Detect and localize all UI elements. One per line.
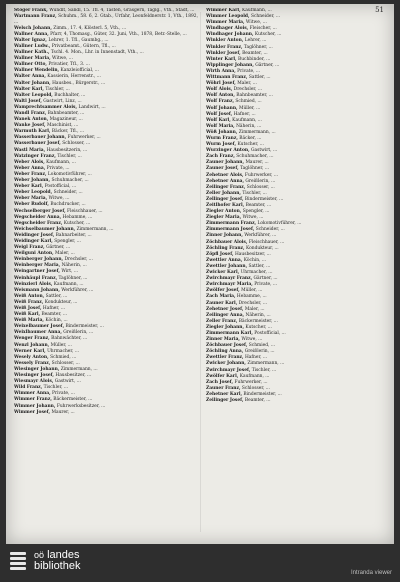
entry-name: Wipplinger Johann,: [206, 62, 254, 68]
entry-details: Schuhmacher, ...: [51, 178, 89, 184]
entry-details: Witwe, ...: [242, 215, 264, 221]
entry-details: Hebamme, ...: [62, 214, 93, 220]
entry-name: Zöchling Anna,: [206, 349, 244, 355]
entry-details: Kutscher, ...: [237, 142, 264, 148]
entry-name: Weber Anna,: [14, 165, 46, 171]
entry-details: Kassierin, Herrenstr., ...: [47, 74, 101, 80]
entry-details: Kaufmann, ...: [46, 159, 76, 165]
entry-details: Hausbes., Bürgerstr., ...: [52, 80, 106, 86]
entry-name: Wamprechtsammer Alois,: [14, 104, 78, 110]
entry-name: Wittmann Franz,: [206, 75, 248, 81]
entry-name: Wimmer Maria,: [206, 20, 245, 26]
entry-details: Sattler, ...: [248, 75, 271, 81]
entry-name: Wiesmayr Alois,: [14, 379, 54, 385]
entry-details: Fleischhauer, ...: [248, 239, 285, 245]
entry-details: Fuhrwerker, ...: [67, 135, 101, 141]
entry-details: Maurer, ...: [245, 160, 269, 166]
entry-name: Zellinger Josef,: [206, 196, 244, 202]
entry-details: Beamter, ...: [242, 50, 268, 56]
entry-name: Zeller Johann,: [206, 190, 241, 196]
entry-details: Bindermeister, ...: [65, 324, 104, 330]
entry-name: Wirth Anna,: [206, 68, 236, 74]
entry-name: Welsch Johann,: [14, 25, 52, 31]
entry-details: Wundlt, Sandl, 15. Tfl. 4, Tasten, Grasgern, Taglg., Vth., Stadt, ...: [49, 8, 195, 13]
entry-name: Weidinger Josef,: [14, 232, 55, 238]
entry-name: Wallner Kath.,: [14, 50, 50, 56]
entry-details: Fleischer, ...: [249, 26, 277, 32]
entry-name: Weixlbaumer Anna,: [14, 330, 62, 336]
entry-details: Werkführer, ...: [61, 287, 94, 293]
entry-details: Lehrer, 1. Tfl., Gaumbg., ...: [48, 37, 109, 43]
entry-details: Müller, ...: [238, 105, 261, 111]
entry-details: Schlosser, ...: [246, 184, 275, 190]
entry-details: Zimmermann, ...: [76, 226, 114, 232]
entry-name: Wimmer Josef,: [14, 409, 51, 415]
entry-name: Zimmermann Karl,: [206, 330, 253, 336]
entry-details: Spengler, ...: [242, 209, 270, 215]
entry-details: Lokomotivführer, ...: [257, 221, 302, 227]
entry-details: Fleischhauer, ...: [67, 208, 103, 214]
entry-name: Weber Alois,: [14, 159, 45, 165]
entry-name: Weixelbaumer Josef,: [14, 324, 65, 330]
entry-name: Ziegler Anton,: [206, 209, 242, 215]
entry-details: Bindermeister, ...: [243, 391, 282, 397]
entry-name: Wimmer Franz,: [14, 397, 52, 403]
entry-name: Wöß Johann,: [206, 129, 238, 135]
entry-details: Lokomotivführer, ...: [47, 171, 92, 177]
entry-details: Wirt, ...: [61, 269, 78, 275]
entry-name: Zeitlhofer Karl,: [206, 203, 245, 208]
entry-details: Schuhmacher, ...: [236, 154, 274, 160]
scanned-page[interactable]: [6, 4, 394, 544]
logo-prefix: oö: [34, 550, 45, 560]
entry-details: Hebamme, ...: [236, 294, 267, 300]
entry-name: Zauner Josef,: [206, 166, 239, 172]
entry-details: Witwe, ...: [52, 56, 73, 62]
entry-details: Hafner, ...: [233, 111, 256, 117]
entry-details: Bindermeister, ...: [244, 196, 284, 202]
entry-name: Zwicker Johann,: [206, 361, 246, 367]
viewer-label: Intranda viewer: [350, 570, 392, 576]
entry-details: Köchin, ...: [243, 257, 267, 263]
entry-details: Bahnarbeiter, ...: [55, 232, 92, 238]
entry-details: Tischler, ...: [251, 367, 277, 373]
entry-name: Zwicker Karl,: [206, 270, 240, 276]
entry-details: Hafner, ...: [244, 355, 268, 361]
entry-name: Wanke Josef,: [14, 123, 46, 129]
entry-name: Zehetner Alois,: [206, 172, 244, 178]
entry-name: Wurzinger Anton,: [206, 148, 250, 154]
entry-details: Witwe, ...: [48, 196, 70, 202]
entry-name: Zehetner Anna,: [206, 178, 245, 184]
entry-name: Watzinger Franz,: [14, 153, 56, 159]
entry-details: Zimmermann, ...: [238, 129, 276, 135]
entry-details: Kutscher, ...: [245, 324, 272, 330]
entry-details: Buchdrucker, ...: [50, 202, 86, 208]
entry-name: Windhager Johann,: [206, 32, 254, 38]
entry-details: Privatier, Tfl., 3. ...: [48, 62, 90, 68]
entry-name: Walter Ignaz,: [14, 37, 47, 43]
entry-name: Zauner Franz,: [206, 385, 241, 391]
entry-name: Zeilinger Anna,: [206, 312, 245, 318]
entry-details: Private, ...: [46, 165, 70, 171]
entry-name: Zehetner Karl,: [206, 391, 243, 397]
entry-details: Witwe, ...: [241, 337, 263, 343]
directory-entry: [14, 410, 198, 416]
entry-details: Tschl. 4. Mon., Lhr. in Innenstadt, Vth., ...: [50, 50, 144, 56]
entry-details: Landwirt, ...: [78, 104, 106, 110]
entry-name: Wegscheider Anna,: [14, 214, 62, 220]
entry-details: Taglöhner, ...: [240, 166, 269, 172]
entry-details: Bahnbeamter, ...: [47, 111, 85, 116]
entry-name: Wasserbauer Johann,: [14, 135, 67, 141]
left-column: [14, 8, 198, 538]
entry-details: Drechsler, ...: [233, 87, 263, 93]
entry-details: Drechsler, ...: [238, 300, 268, 306]
entry-details: Greißlerin, ...: [63, 330, 94, 336]
entry-name: Weiß Maria,: [14, 318, 44, 324]
entry-details: Kanzleiofficial, ...: [60, 68, 99, 74]
entry-name: Weigl Franz,: [14, 245, 45, 251]
entry-name: Wurm Franz,: [206, 135, 238, 141]
entry-name: Wiesinger Johann,: [14, 366, 60, 372]
entry-details: Privatbeamt., Gütern, Tfl., ...: [51, 43, 116, 49]
entry-name: Zach Franz,: [206, 154, 235, 160]
entry-details: Schmied, ...: [248, 343, 275, 349]
entry-name: Wimmer Anna,: [14, 391, 51, 397]
entry-name: Walter Johann,: [14, 80, 51, 86]
entry-details: Kaufmann, ...: [53, 281, 84, 287]
entry-details: Buchbinder, ...: [237, 56, 271, 62]
entry-details: Schmied, ...: [235, 99, 262, 105]
entry-name: Zach Maria,: [206, 294, 236, 300]
entry-name: Wöhrl Josef,: [206, 81, 236, 87]
entry-name: Zwirchmayr Franz,: [206, 276, 253, 282]
entry-name: Weiß Anton,: [14, 293, 45, 299]
entry-details: Müller, ...: [241, 288, 263, 294]
entry-name: Waltl Josef,: [14, 98, 42, 104]
entry-name: Wimmer Karl,: [206, 8, 241, 13]
entry-name: Wurm Josef,: [206, 142, 237, 148]
library-logo-text: [34, 550, 80, 572]
entry-name: Weber Leopold,: [14, 190, 53, 196]
entry-name: Weber Rudolf,: [14, 202, 49, 208]
entry-name: Zeller Franz,: [206, 318, 238, 324]
entry-details: Fuhrwerker, ...: [244, 172, 279, 178]
entry-details: Gastwirt, ...: [54, 379, 81, 385]
directory-entry: [206, 398, 390, 404]
entry-name: Wolf Maria,: [206, 123, 235, 129]
entry-details: Kutscher, ...: [254, 32, 282, 38]
entry-details: Bäcker, Tfl., ...: [51, 129, 85, 135]
entry-name: Weinhäupl Franz,: [14, 275, 58, 281]
entry-name: Zinner Johann,: [206, 233, 243, 239]
entry-name: Wolf Johann,: [206, 105, 238, 111]
entry-details: Gastwirt, ...: [251, 148, 278, 154]
entry-name: Ziegler Johann,: [206, 324, 244, 330]
entry-name: Ziegler Maria,: [206, 215, 242, 221]
entry-details: Schlosser, ...: [51, 360, 80, 366]
entry-details: Hausbesitzerin, ...: [46, 147, 88, 153]
entry-name: Wallner Ludw.,: [14, 43, 51, 49]
entry-name: Weber Maria,: [14, 196, 48, 202]
entry-details: Gärtner, ...: [255, 62, 280, 68]
entry-name: Weidinger Karl,: [14, 238, 53, 244]
entry-name: Zwettler Franz,: [206, 355, 244, 361]
entry-details: Näherin, ...: [236, 123, 262, 129]
entry-details: Zimm., 17. 4, Klösterl. 5, Vth., ...: [53, 25, 127, 31]
entry-name: Wallner Anna,: [14, 31, 49, 37]
entry-name: Windhager Alois,: [206, 26, 249, 32]
entry-details: Bäckermeister, ...: [53, 397, 93, 403]
entry-name: Walter Leopold,: [14, 92, 53, 98]
entry-details: Uhrmacher, ...: [47, 348, 79, 354]
entry-details: Kaufmann, ...: [239, 373, 270, 379]
entry-details: Zimmermann, ...: [60, 366, 98, 372]
entry-details: Tischler, ...: [45, 86, 70, 92]
viewer-footer: [0, 544, 400, 582]
entry-details: Spengler, ...: [54, 238, 81, 244]
entry-name: Zöchbauer Alois,: [206, 239, 248, 245]
entry-details: Pfarr, 4, Thomasg., Güter, 32. Juni, Vth., 1878, Betr.-Stelle, ...: [50, 31, 187, 37]
entry-name: Zwirchmayr Maria,: [206, 282, 253, 288]
entry-details: Witwe, ...: [245, 20, 267, 26]
entry-name: Winkler Anton,: [206, 38, 244, 44]
entry-name: Wechselberger Josef,: [14, 208, 66, 214]
entry-name: Weiß Josef,: [14, 306, 42, 311]
entry-details: Buchhalter, ...: [54, 92, 86, 98]
entry-name: Wartmann Franz,: [14, 14, 57, 20]
entry-name: Werner Karl,: [14, 348, 46, 354]
entry-details: Schlosser, ...: [62, 141, 91, 147]
page-number: 51: [375, 6, 384, 14]
entry-details: Private, ...: [52, 391, 75, 397]
entry-name: Zwirchmayr Josef,: [206, 367, 251, 373]
logo-line2: bibliothek: [34, 560, 81, 572]
entry-details: Tischler, ...: [242, 190, 267, 196]
entry-name: Wolf Karl,: [206, 117, 231, 123]
entry-details: Zimmermann, ...: [247, 361, 285, 367]
entry-name: Zehetner Josef,: [206, 306, 244, 312]
entry-name: Zwölfer Josef,: [206, 288, 240, 294]
entry-details: Bahnwächter, ...: [51, 336, 88, 342]
entry-details: Kaufmann, ...: [232, 117, 262, 123]
entry-details: Müller, ...: [50, 342, 72, 348]
entry-details: Drechsler, ...: [64, 257, 93, 263]
entry-details: Schuhm., 58. 6, 2. Gtab., Urfahr, Leonfeldnerstr. 1, Vth., 1892, ...: [14, 14, 198, 25]
entry-details: Kaufmann, ...: [242, 8, 272, 13]
entry-name: Wallner Wendelin,: [14, 68, 60, 74]
entry-details: Gastwirt, Linz, ...: [43, 98, 82, 104]
entry-name: Zeilinger Franz,: [206, 184, 246, 190]
entry-details: Maschinist, ...: [46, 123, 79, 129]
entry-details: Kutscher, ...: [63, 220, 91, 226]
entry-name: Weilguni Anton,: [14, 251, 54, 257]
entry-details: Fuhrwerksbesitzer, ...: [56, 403, 106, 409]
entry-name: Wegscheider Franz,: [14, 220, 63, 226]
entry-name: Wesely Anton,: [14, 354, 49, 360]
entry-details: Uhrmacher, ...: [240, 270, 273, 276]
entry-details: Maurer, ...: [51, 409, 75, 415]
entry-details: Hausbesitzer, ...: [55, 373, 92, 379]
entry-details: Sattler, ...: [45, 293, 68, 299]
entry-details: Postofficial, ...: [254, 330, 286, 336]
entry-details: Bäckermeister, ...: [238, 318, 278, 324]
entry-details: Fuhrwerker, ...: [234, 379, 268, 385]
entry-name: Weber Johann,: [14, 178, 51, 184]
entry-name: Zöpfl Josef,: [206, 251, 234, 257]
entry-details: Postofficial, ...: [44, 184, 77, 190]
entry-name: Wolf Anton,: [206, 93, 235, 99]
entry-name: Wandl Franz,: [14, 111, 47, 116]
entry-details: Sattler, ...: [248, 263, 271, 269]
entry-details: Taglöhner, ...: [243, 44, 273, 50]
entry-details: Tischler, ...: [43, 385, 69, 391]
entry-name: Weinberger Maria,: [14, 263, 61, 269]
entry-name: Zöchling Franz,: [206, 245, 245, 251]
entry-name: Zwettler Johann,: [206, 263, 248, 269]
entry-name: Stöger Frank,: [14, 8, 48, 13]
entry-details: Taglöhner, ...: [58, 275, 88, 281]
entry-details: Maler, ...: [237, 81, 257, 87]
entry-name: Wasserbauer Josef,: [14, 141, 61, 147]
entry-details: Private, ...: [237, 68, 261, 74]
entry-details: Tischler, ...: [57, 153, 82, 159]
entry-name: Wild Franz,: [14, 385, 43, 391]
entry-name: Zwölfer Karl,: [206, 373, 239, 379]
entry-name: Wanek Anton,: [14, 117, 49, 123]
entry-name: Wessely Franz,: [14, 360, 51, 366]
entry-details: Näherin, ...: [61, 263, 87, 269]
entry-details: Beamter, ...: [41, 312, 68, 318]
entry-name: Zauner Johann,: [206, 160, 245, 166]
entry-details: Private, ...: [254, 282, 278, 288]
entry-name: Weber Karl,: [14, 184, 44, 190]
entry-name: Wenger Franz,: [14, 336, 50, 342]
entry-name: Wastl Maria,: [14, 147, 46, 153]
entry-name: Zwettler Anna,: [206, 257, 243, 263]
entry-name: Wolf Alois,: [206, 87, 233, 93]
entry-name: Winter Karl,: [206, 56, 237, 62]
entry-name: Wallner Otto,: [14, 62, 47, 68]
entry-name: Zöchbauer Josef,: [206, 343, 248, 349]
entry-details: Maler, ...: [55, 251, 75, 257]
right-column: [206, 8, 390, 538]
entry-name: Winkler Josef,: [206, 50, 241, 56]
entry-name: Walter Karl,: [14, 86, 44, 92]
entry-name: Weber Franz,: [14, 171, 47, 177]
entry-name: Zinner Maria,: [206, 337, 240, 343]
entry-name: Wallner Maria,: [14, 56, 51, 62]
entry-name: Weinberger Johann,: [14, 257, 64, 263]
entry-name: Weichselbaumer Johann,: [14, 226, 76, 232]
entry-details: Maler, ...: [244, 306, 265, 312]
entry-details: Schmied, ...: [50, 354, 77, 360]
entry-details: Kondukteur, ...: [245, 245, 279, 251]
entry-details: Hausbesitzer, ...: [234, 251, 271, 257]
entry-details: Greißlerin, ...: [245, 178, 276, 184]
entry-name: Zimmermann Franz,: [206, 221, 257, 227]
entry-details: Schneider, ...: [53, 190, 83, 196]
column-divider: [200, 12, 201, 532]
entry-details: Beamter, ...: [245, 203, 272, 208]
entry-details: Gärtner, ...: [253, 276, 278, 282]
library-logo-icon: [8, 550, 28, 572]
logo-line1: landes: [47, 549, 80, 561]
entry-name: Weinzierl Alois,: [14, 281, 53, 287]
entry-name: Wolf Franz,: [206, 99, 234, 105]
entry-details: Bäcker, ...: [239, 135, 262, 141]
entry-details: Beamter, ...: [244, 398, 271, 403]
library-logo[interactable]: [8, 550, 80, 572]
entry-name: Wimmer Leopold,: [206, 14, 250, 20]
entry-name: Walter Anna,: [14, 74, 46, 80]
entry-details: Hafner, ...: [42, 306, 65, 311]
entry-name: Wiesinger Josef,: [14, 373, 54, 379]
entry-name: Weiß Franz,: [14, 299, 44, 305]
entry-details: Köchin, ...: [45, 318, 68, 324]
entry-details: Werkführer, ...: [244, 233, 277, 239]
entry-name: Zimmermann Josef,: [206, 227, 255, 233]
entry-details: Bahnbeamter, ...: [236, 93, 273, 99]
entry-name: Weingartner Josef,: [14, 269, 60, 275]
entry-name: Wenzl Johann,: [14, 342, 50, 348]
directory-entry: [14, 14, 198, 26]
entry-name: Weiß Karl,: [14, 312, 41, 318]
entry-details: Magazineur, ...: [49, 117, 83, 123]
entry-name: Zeilinger Josef,: [206, 398, 244, 403]
entry-details: Schlosser, ...: [241, 385, 270, 391]
entry-details: Schneider, ...: [255, 227, 285, 233]
entry-name: Warmuth Karl,: [14, 129, 51, 135]
entry-details: Lehrer, ...: [244, 38, 267, 44]
entry-name: Zauner Karl,: [206, 300, 238, 306]
entry-name: Wolf Josef,: [206, 111, 233, 117]
entry-name: Weismann Johann,: [14, 287, 60, 293]
entry-details: Kondukteur, ...: [44, 299, 78, 305]
entry-details: Näherin, ...: [245, 312, 271, 318]
entry-name: Wimmer Johann,: [14, 403, 56, 409]
entry-details: Greißlerin, ...: [244, 349, 275, 355]
entry-name: Zach Josef,: [206, 379, 234, 385]
entry-name: Winkler Franz,: [206, 44, 243, 50]
entry-details: Gärtner, ...: [46, 245, 71, 251]
entry-details: Schneider, ...: [250, 14, 281, 20]
